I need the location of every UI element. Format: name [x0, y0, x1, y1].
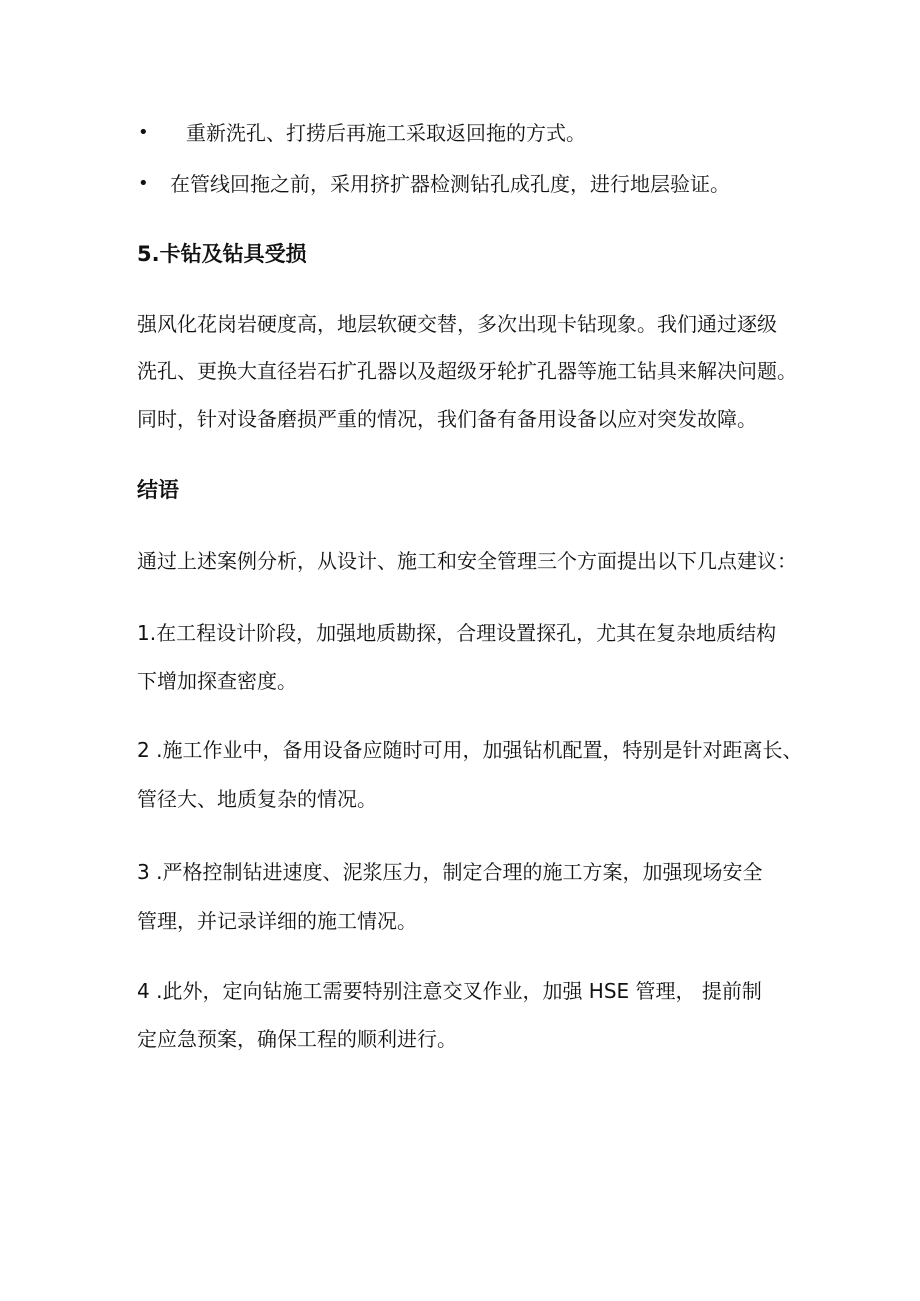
recommendation-line: 管理，并记录详细的施工情况。: [137, 909, 417, 933]
conclusion-intro: 通过上述案例分析，从设计、施工和安全管理三个方面提出以下几点建议：: [137, 549, 797, 573]
conclusion-heading: 结语: [137, 478, 179, 502]
recommendation-line: 1.在工程设计阶段，加强地质勘探，合理设置探孔，尤其在复杂地质结构: [137, 621, 777, 645]
paragraph-line: 同时，针对设备磨损严重的情况，我们备有备用设备以应对突发故障。: [137, 407, 757, 431]
bullet-text: 在管线回拖之前，采用挤扩器检测钻孔成孔度，进行地层验证。: [170, 172, 730, 196]
recommendation-line: 3 .严格控制钻进速度、泥浆压力，制定合理的施工方案，加强现场安全: [137, 860, 763, 884]
recommendation-line: 管径大、地质复杂的情况。: [137, 787, 377, 811]
paragraph-line: 洗孔、更换大直径岩石扩孔器以及超级牙轮扩孔器等施工钻具来解决问题。: [137, 359, 797, 383]
bullet-marker: •: [138, 173, 149, 194]
bullet-text: 重新洗孔、打捞后再施工采取返回拖的方式。: [186, 121, 586, 145]
section-heading: 5.卡钻及钻具受损: [137, 242, 307, 266]
bullet-marker: •: [138, 122, 149, 143]
recommendation-line: 2 .施工作业中，备用设备应随时可用，加强钻机配置，特别是针对距离长、: [137, 738, 803, 762]
recommendation-line: 4 .此外，定向钻施工需要特别注意交叉作业，加强 HSE 管理， 提前制: [137, 979, 762, 1003]
recommendation-line: 定应急预案，确保工程的顺利进行。: [137, 1027, 457, 1051]
recommendation-line: 下增加探查密度。: [137, 669, 297, 693]
paragraph-line: 强风化花岗岩硬度高，地层软硬交替，多次出现卡钻现象。我们通过逐级: [137, 312, 777, 336]
